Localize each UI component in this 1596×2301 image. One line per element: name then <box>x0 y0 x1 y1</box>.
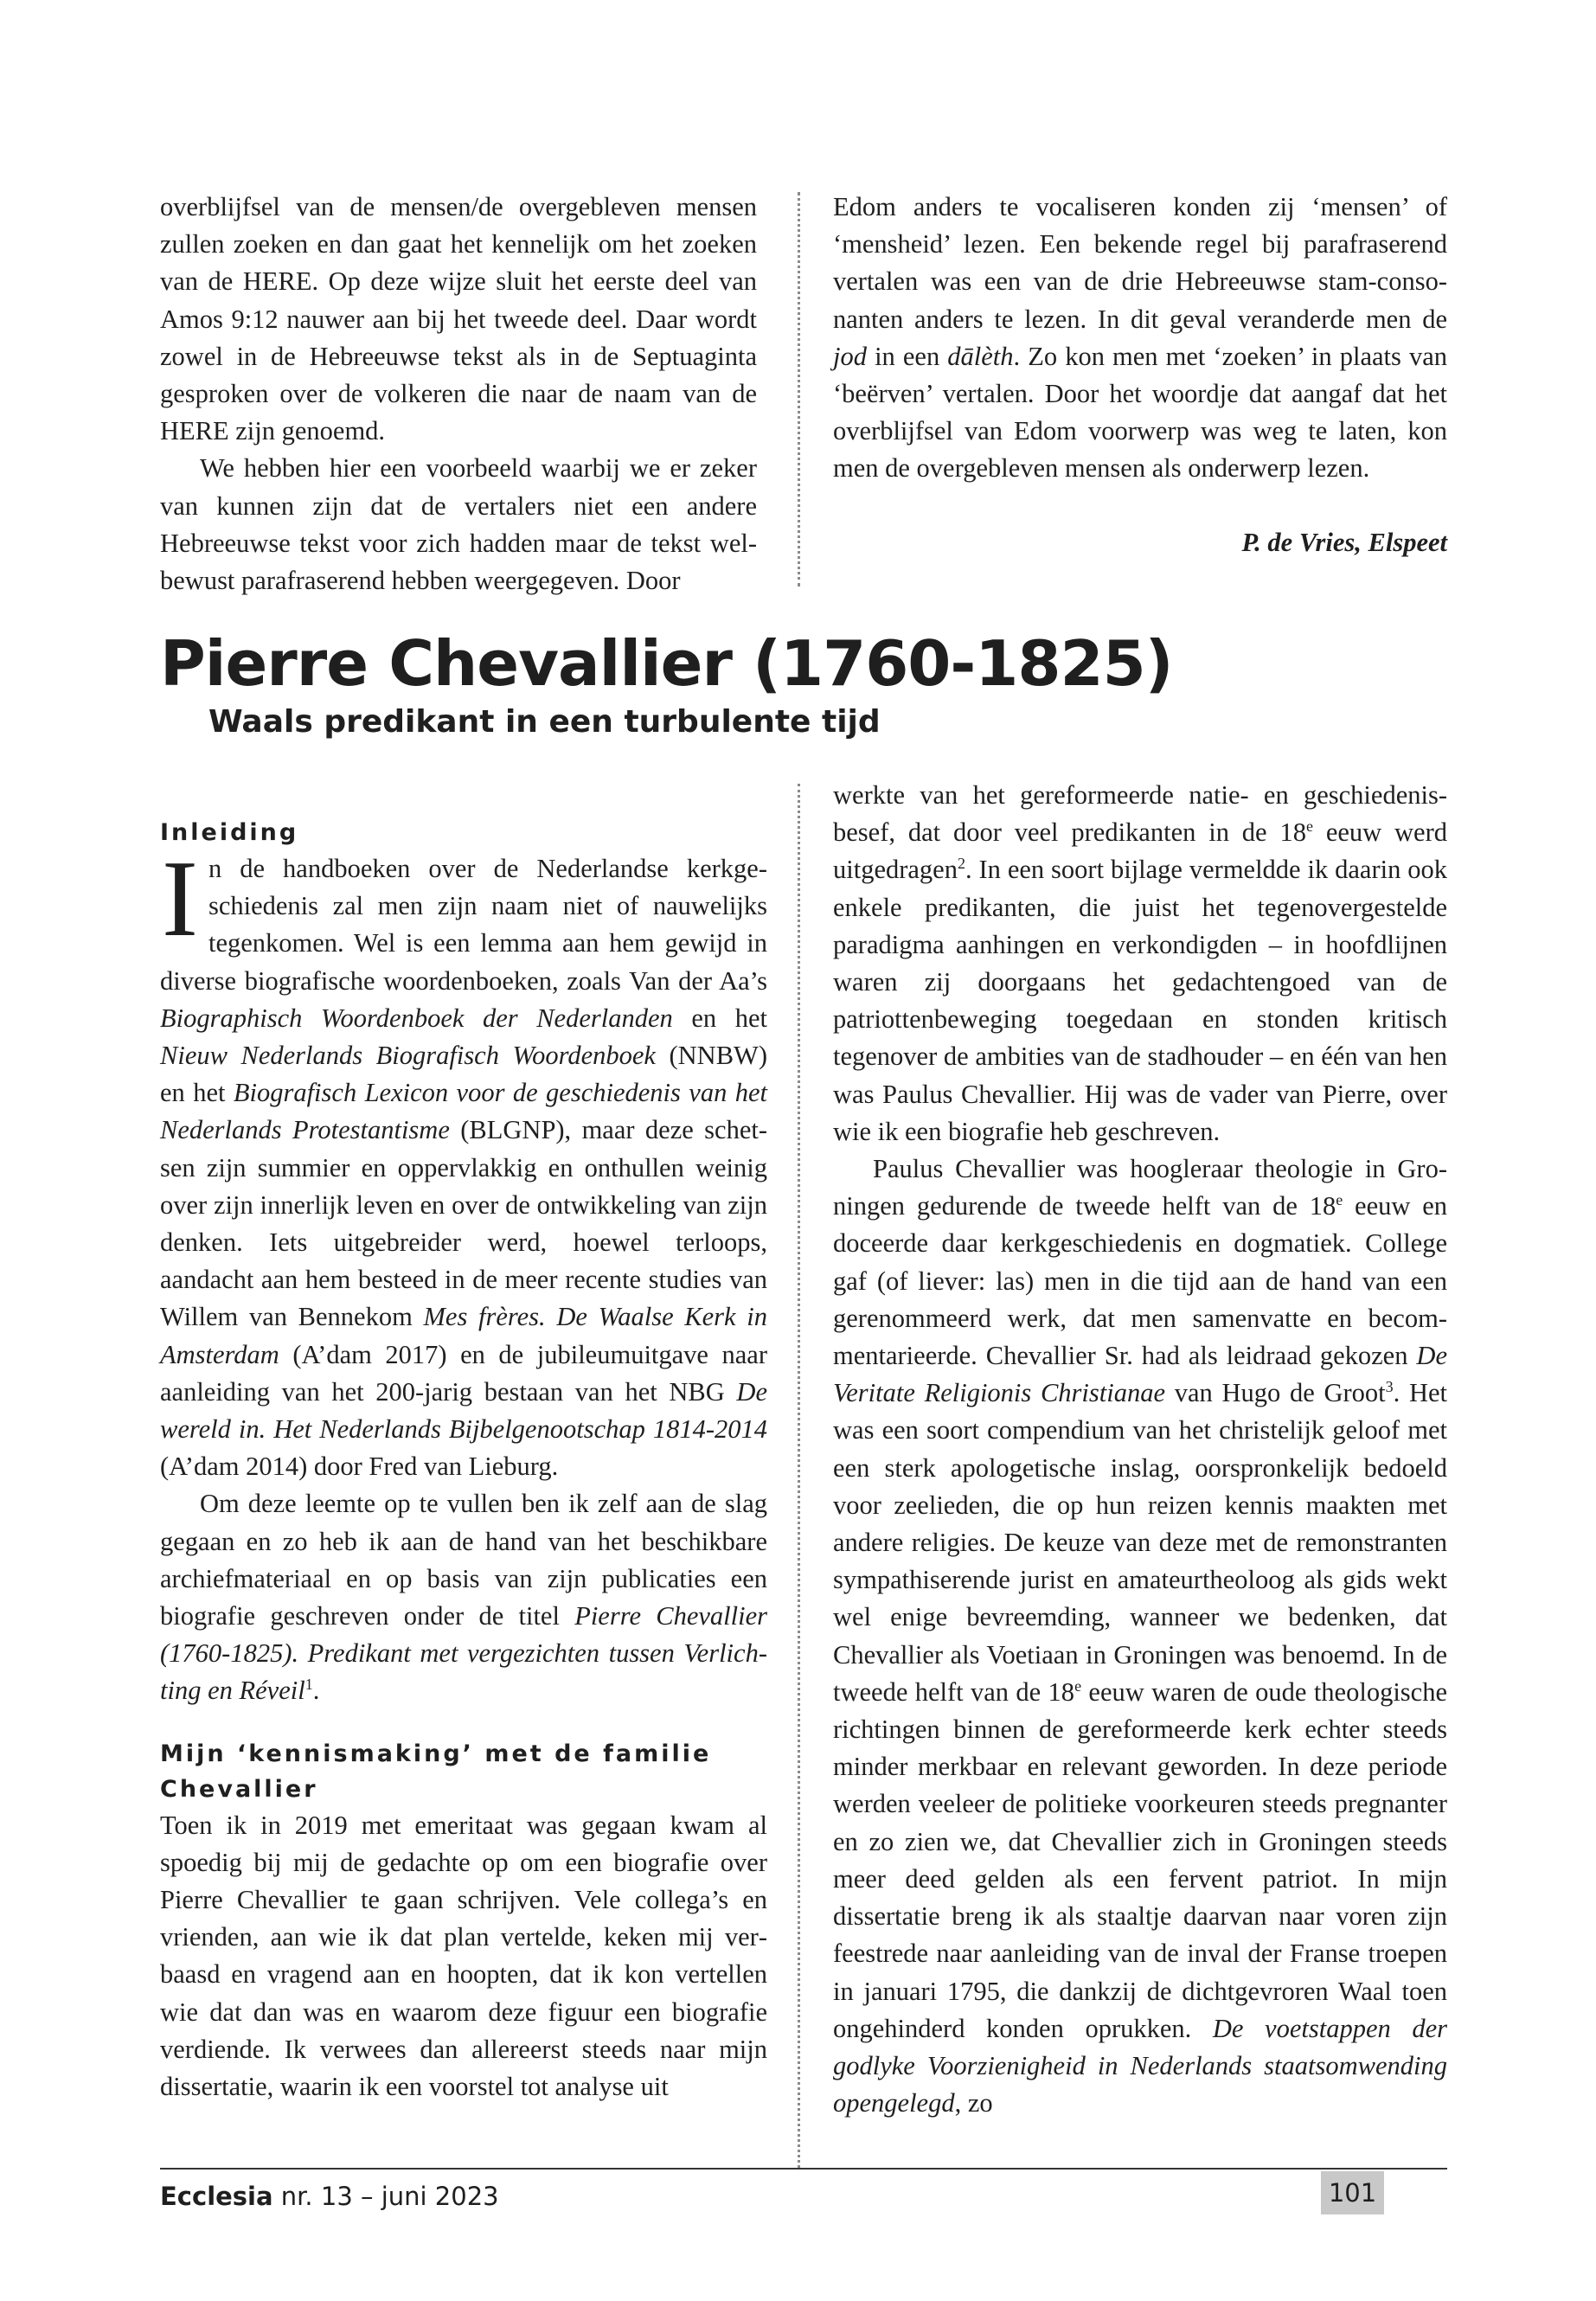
paragraph: Om deze leemte op te vullen ben ik zelf aan de slag gegaan en zo heb ik aan de hand van het beschikbare archiefmateriaal en op basis van zijn publicaties een biografie geschreven onder de titel Pierre Chevallier (1760-1825). Predikant met vergezichten tussen Verlichting en Réveil$^1$. <box>160 1489 767 1706</box>
section-heading: Inleiding <box>160 819 299 846</box>
section-heading: Mijn ‘kennismaking’ met de familie Chevallier <box>160 1740 712 1803</box>
book-title: De wereld in. Het Nederlands Bijbelgenootschap 1814-2014 <box>160 1376 767 1445</box>
previous-article-right-column <box>833 189 1447 561</box>
paragraph: We hebben hier een voorbeeld waarbij we er zeker van kunnen zijn dat de vertalers niet een andere Hebreeuwse tekst voor zich hadden maar de tekst welbewust parafraserend hebben weergegeven. Door <box>160 453 757 596</box>
footnote-ref: 2 <box>957 855 965 873</box>
footnote-ref: 1 <box>304 1676 313 1694</box>
book-title: De voetstappen der godlyke Voorzienigheid in Nederlands staatsomwending opengelegd <box>833 2013 1448 2118</box>
paragraph: Toen ik in 2019 met emeritaat was gegaan kwam al spoedig bij mij de gedachte op om een biografie over Pierre Chevallier te gaan schrijven. Vele collega’s en vrienden, aan wie ik dat plan vertelde, keken mij verbaasd en vragend aan en hoopten, dat ik kon vertellen wie dat dan was en waarom deze figuur een biografie verdiende. Ik verwees dan allereerst steeds naar mijn dissertatie, waarin ik een voorstel tot analyse uit <box>160 1810 767 2102</box>
footer-rule <box>160 2168 1447 2170</box>
author-signature: P. de Vries, Elspeet <box>1241 527 1447 557</box>
article-subtitle: Waals predikant in een turbulente tijd <box>208 704 881 740</box>
journal-name: Ecclesia <box>160 2182 273 2211</box>
book-title: Biographisch Woordenboek der Nederlanden <box>160 1003 673 1033</box>
article-left-column <box>160 815 767 2106</box>
book-title: Nieuw Nederlands Biografisch Woordenboek <box>160 1041 656 1071</box>
book-title: Biografisch Lexicon voor de geschiedenis van het Nederlands Protestantisme <box>160 1078 767 1145</box>
article-title: Pierre Chevallier (1760-1825) <box>160 627 1173 700</box>
paragraph: In de handboeken over de Nederlandse kerkgeschiedenis zal men zijn naam niet of nauwelijks tegenkomen. Wel is een lemma aan hem gewijd in diverse biografische woordenboeken, zoals Van der Aa’s Biographisch Woordenboek der Nederlanden en het Nieuw Nederlands Biografisch Woordenboek (NNBW) en het Biografisch Lexicon voor de geschiedenis van het Nederlands Protestantisme (BLGNP), maar deze schetsen zijn summier en oppervlakkig en onthullen weinig over zijn innerlijk leven en over de ontwikkeling van zijn denken. Iets uitgebreider werd, hoewel terloops, aandacht aan hem besteed in de meer recente studies van Willem van Bennekom Mes frères. De Waalse Kerk in Amsterdam (A’dam 2017) en de jubileumuitgave naar aanleiding van het 200-jarig bestaan van het NBG De wereld in. Het Nederlands Bijbelgenootschap 1814-2014 (A’dam 2014) door Fred van Lieburg. <box>160 839 767 1482</box>
drop-cap: I <box>162 839 198 959</box>
paragraph: overblijfsel van de mensen/de overgebleven mensen zullen zoeken en dan gaat het kennelijk om het zoeken van de HERE. Op deze wijze sluit het eerste deel van Amos 9:12 nauwer aan bij het tweede deel. Daar wordt zowel in de Hebreeuwse tekst als in de Septuaginta gesproken over de volkeren die naar de naam van de HERE zijn genoemd. <box>160 192 757 446</box>
book-title: Mes frères. De Waalse Kerk in Amsterdam <box>160 1302 767 1369</box>
book-title: Pierre Chevallier (1760-1825). Predikant met vergezichten tussen Verlichting en Réveil <box>160 1601 767 1706</box>
hebrew-letter: jod <box>833 341 867 371</box>
paragraph: Paulus Chevallier was hoogleraar theologie in Groningen gedurende de tweede helft van de 18e eeuw en doceerde daar kerkgeschiedenis en dogmatiek. College gaf (of liever: las) men in die tijd aan de hand van een gerenommeerd werk, dat men samenvatte en becommentarieerde. Chevallier Sr. had als leidraad gekozen De Veritate Religionis Christianae van Hugo de Groot$^3$. Het was een soort compendium van het christelijk geloof met een sterk apologetische inslag, oorspronkelijk bedoeld voor zeelieden, die op hun reizen kennis maakten met andere religies. De keuze van deze met de remonstranten sympathiserende jurist en amateurtheoloog als gids wekt wel enige bevreemding, wanneer we bedenken, dat Chevallier als Voetiaan in Groningen was benoemd. In de tweede helft van de 18e eeuw waren de oude theologische richtingen binnen de gereformeerde kerk echter steeds minder merkbaar en relevant geworden. In deze periode werden veeleer de politieke voorkeuren steeds pregnanter en zo zien we, dat Chevallier zich in Groningen steeds meer deed gelden als een fervent patriot. In mijn dissertatie breng ik als staaltje daarvan naar voren zijn feestrede naar aanleiding van de inval der Franse troepen in januari 1795, die dankzij de dichtgevroren Waal toen ongehinderd konden oprukken. De voetstappen der godlyke Voorzienigheid in Nederlands staatsomwending opengelegd, zo <box>833 1154 1448 2118</box>
paragraph: werkte van het gereformeerde natie- en geschiedenisbesef, dat door veel predikanten in de 18e eeuw werd uitgedragen$^2$. In een soort bijlage vermeldde ik daarin ook enkele predikanten, die juist het tegenovergestelde paradigma aanhingen en verkondigden – in hoofdlijnen waren zij doorgaans het gedachtengoed van de patriottenbeweging toegedaan en stonden kritisch tegenover de ambities van de stadhouder – en één van hen was Paulus Chevallier. Hij was de vader van Pierre, over wie ik een biografie heb geschreven. <box>833 780 1447 1146</box>
paragraph: Edom anders te vocaliseren konden zij ‘mensen’ of ‘mensheid’ lezen. Een bekende regel bij parafraserend vertalen was een van de drie Hebreeuwse stam-consonanten anders te lezen. In dit geval veranderde men de jod in een dālèth. Zo kon men met ‘zoeken’ in plaats van ‘beërven’ vertalen. Door het woordje dat aangaf dat het overblijfsel van Edom voorwerp was weg te laten, kon men de overgebleven mensen als onderwerp lezen. <box>833 192 1447 484</box>
issue-info: nr. 13 – juni 2023 <box>272 2182 499 2211</box>
footer-journal-info <box>160 2176 499 2217</box>
hebrew-letter: dālèth <box>947 341 1014 371</box>
article-right-column <box>833 777 1447 2122</box>
column-divider <box>798 784 800 2168</box>
page-number: 101 <box>1321 2171 1384 2214</box>
book-title: De Veritate Religionis Christianae <box>833 1341 1447 1408</box>
previous-article-left-column <box>160 189 757 599</box>
footnote-ref: 3 <box>1385 1378 1394 1396</box>
column-divider <box>798 192 800 586</box>
